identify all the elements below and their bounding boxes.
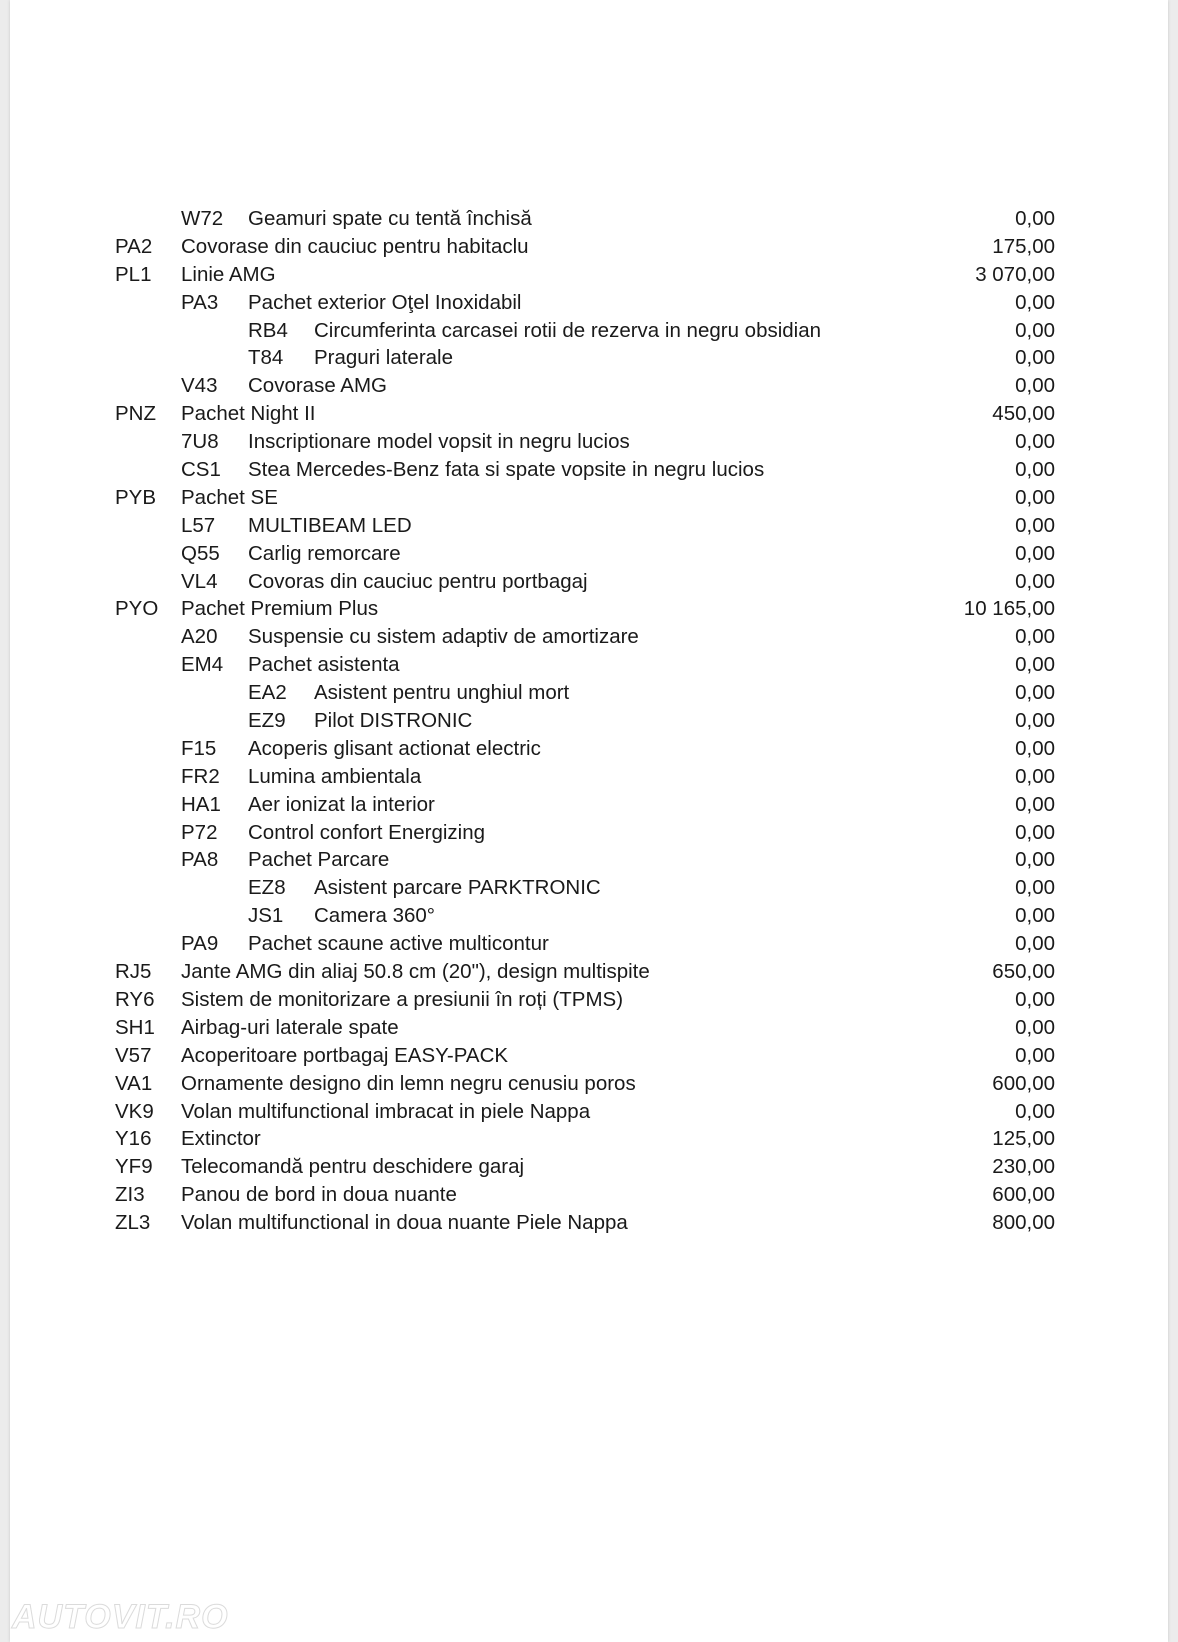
option-code: HA1 [181, 792, 221, 816]
option-row [10, 456, 1168, 484]
option-code: ZL3 [115, 1211, 151, 1235]
option-code: EM4 [181, 653, 224, 677]
option-price: 3 070,00 [975, 262, 1055, 286]
option-description: Stea Mercedes-Benz fata si spate vopsite in negru lucios [248, 458, 765, 482]
option-code: A20 [181, 625, 218, 649]
option-row [10, 846, 1168, 874]
option-row [10, 1153, 1168, 1181]
option-code: VK9 [115, 1099, 154, 1123]
option-price: 600,00 [992, 1183, 1055, 1207]
option-row [10, 1209, 1168, 1237]
option-row [10, 317, 1168, 345]
option-description: Extinctor [181, 1127, 261, 1151]
option-description: Volan multifunctional in doua nuante Piele Nappa [181, 1211, 628, 1235]
option-description: Aer ionizat la interior [248, 792, 435, 816]
option-code: Y16 [115, 1127, 152, 1151]
options-list [10, 205, 1168, 1237]
option-price: 0,00 [1015, 430, 1055, 454]
option-code: P72 [181, 820, 218, 844]
option-description: Praguri laterale [314, 346, 454, 370]
option-code: PA8 [181, 848, 219, 872]
option-description: Circumferinta carcasei rotii de rezerva in negru obsidian [314, 318, 822, 342]
option-row [10, 289, 1168, 317]
option-code: EZ8 [248, 876, 286, 900]
option-code: VL4 [181, 569, 218, 593]
option-code: L57 [181, 513, 216, 537]
option-description: Covorase AMG [248, 374, 387, 398]
option-description: Suspensie cu sistem adaptiv de amortizare [248, 625, 639, 649]
option-price: 0,00 [1015, 681, 1055, 705]
option-price: 0,00 [1015, 1099, 1055, 1123]
option-price: 230,00 [992, 1155, 1055, 1179]
option-description: Geamuri spate cu tentă închisă [248, 207, 532, 230]
option-code: RJ5 [115, 960, 152, 984]
option-price: 0,00 [1015, 736, 1055, 760]
option-description: Pachet exterior Oţel Inoxidabil [248, 290, 522, 314]
option-row [10, 763, 1168, 791]
option-price: 600,00 [992, 1071, 1055, 1095]
option-description: Pachet asistenta [248, 653, 400, 677]
option-description: Carlig remorcare [248, 541, 401, 565]
option-price: 125,00 [992, 1127, 1055, 1151]
option-row [10, 958, 1168, 986]
option-description: Covorase din cauciuc pentru habitaclu [181, 234, 529, 258]
option-description: Control confort Energizing [248, 820, 486, 844]
option-row [10, 623, 1168, 651]
option-row [10, 651, 1168, 679]
option-description: Volan multifunctional imbracat in piele Nappa [181, 1099, 591, 1123]
option-price: 0,00 [1015, 541, 1055, 565]
option-description: Pachet Night II [181, 402, 316, 426]
option-price: 0,00 [1015, 318, 1055, 342]
option-row [10, 595, 1168, 623]
option-price: 800,00 [992, 1211, 1055, 1235]
option-row [10, 902, 1168, 930]
option-description: Asistent parcare PARKTRONIC [314, 876, 601, 900]
watermark-logo: AUTOVIT.RO [12, 1598, 229, 1636]
option-row [10, 428, 1168, 456]
option-row [10, 344, 1168, 372]
option-price: 0,00 [1015, 653, 1055, 677]
option-description: Sistem de monitorizare a presiunii în roți (TPMS) [181, 987, 624, 1011]
option-price: 10 165,00 [963, 597, 1055, 621]
option-row [10, 484, 1168, 512]
option-row [10, 986, 1168, 1014]
option-row [10, 1125, 1168, 1153]
option-code: EZ9 [248, 709, 286, 733]
option-price: 0,00 [1015, 625, 1055, 649]
option-description: Pachet scaune active multicontur [248, 932, 549, 956]
option-price: 175,00 [992, 234, 1055, 258]
option-price: 0,00 [1015, 904, 1055, 928]
option-code: F15 [181, 736, 217, 760]
option-price: 0,00 [1015, 1043, 1055, 1067]
option-code: SH1 [115, 1015, 155, 1039]
option-row [10, 874, 1168, 902]
option-description: Lumina ambientala [248, 764, 422, 788]
option-price: 450,00 [992, 402, 1055, 426]
option-row [10, 1098, 1168, 1126]
option-code: EA2 [248, 681, 287, 705]
option-description: Airbag-uri laterale spate [181, 1015, 399, 1039]
option-price: 0,00 [1015, 346, 1055, 370]
option-row [10, 400, 1168, 428]
option-code: Q55 [181, 541, 220, 565]
option-code: JS1 [248, 904, 284, 928]
option-code: T84 [248, 346, 284, 370]
option-price: 0,00 [1015, 932, 1055, 956]
option-row [10, 1014, 1168, 1042]
option-row [10, 1042, 1168, 1070]
option-code: V57 [115, 1043, 152, 1067]
option-price: 0,00 [1015, 792, 1055, 816]
option-description: Linie AMG [181, 262, 276, 286]
option-row [10, 568, 1168, 596]
option-price: 0,00 [1015, 458, 1055, 482]
option-price: 0,00 [1015, 876, 1055, 900]
option-description: Telecomandă pentru deschidere garaj [181, 1155, 525, 1179]
option-row [10, 233, 1168, 261]
option-code: PL1 [115, 262, 152, 286]
option-row [10, 512, 1168, 540]
option-description: Ornamente designo din lemn negru cenusiu poros [181, 1071, 636, 1095]
option-price: 650,00 [992, 960, 1055, 984]
option-row [10, 540, 1168, 568]
option-description: Pilot DISTRONIC [314, 709, 473, 733]
option-row [10, 930, 1168, 958]
option-description: Inscriptionare model vopsit in negru lucios [248, 430, 630, 454]
option-price: 0,00 [1015, 820, 1055, 844]
option-code: FR2 [181, 764, 220, 788]
option-row [10, 791, 1168, 819]
option-code: PA9 [181, 932, 219, 956]
option-description: Pachet Parcare [248, 848, 390, 872]
option-description: Jante AMG din aliaj 50.8 cm (20"), design multispite [181, 960, 650, 984]
option-price: 0,00 [1015, 709, 1055, 733]
option-description: Pachet Premium Plus [181, 597, 379, 621]
option-description: Covoras din cauciuc pentru portbagaj [248, 569, 588, 593]
option-code: PA2 [115, 234, 153, 258]
option-code: PNZ [115, 402, 156, 426]
option-code: PYO [115, 597, 159, 621]
option-price: 0,00 [1015, 764, 1055, 788]
option-description: Panou de bord in doua nuante [181, 1183, 457, 1207]
option-price: 0,00 [1015, 987, 1055, 1011]
option-row [10, 1070, 1168, 1098]
option-row [10, 679, 1168, 707]
option-description: Acoperitoare portbagaj EASY-PACK [181, 1043, 509, 1067]
option-code: PYB [115, 485, 157, 509]
option-code: CS1 [181, 458, 221, 482]
option-price: 0,00 [1015, 485, 1055, 509]
option-description: Acoperis glisant actionat electric [248, 736, 541, 760]
option-code: VA1 [115, 1071, 153, 1095]
option-description: Camera 360° [314, 904, 436, 928]
option-price: 0,00 [1015, 207, 1055, 230]
option-row [10, 372, 1168, 400]
option-code: PA3 [181, 290, 219, 314]
option-description: Asistent pentru unghiul mort [314, 681, 570, 705]
option-code: YF9 [115, 1155, 153, 1179]
option-code: 7U8 [181, 430, 219, 454]
option-row [10, 1181, 1168, 1209]
option-row [10, 735, 1168, 763]
option-price: 0,00 [1015, 1015, 1055, 1039]
option-price: 0,00 [1015, 374, 1055, 398]
option-code: RY6 [115, 987, 155, 1011]
option-price: 0,00 [1015, 569, 1055, 593]
option-code: W72 [181, 207, 224, 230]
option-price: 0,00 [1015, 848, 1055, 872]
option-row [10, 205, 1168, 233]
document-page [10, 0, 1168, 1642]
option-row [10, 819, 1168, 847]
option-price: 0,00 [1015, 290, 1055, 314]
option-description: Pachet SE [181, 485, 278, 509]
option-code: V43 [181, 374, 218, 398]
option-row [10, 707, 1168, 735]
option-code: RB4 [248, 318, 288, 342]
option-price: 0,00 [1015, 513, 1055, 537]
option-row [10, 261, 1168, 289]
option-code: ZI3 [115, 1183, 145, 1207]
option-description: MULTIBEAM LED [248, 513, 412, 537]
